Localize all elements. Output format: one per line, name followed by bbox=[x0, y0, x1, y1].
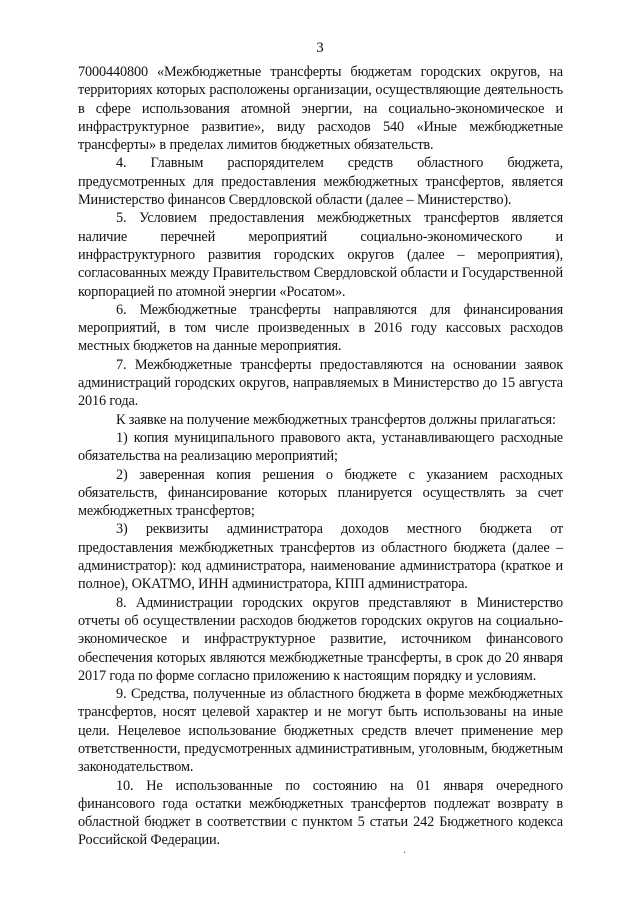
list-item-2: 2) заверенная копия решения о бюджете с указанием расходных обязательств, финансирование которых планируется осуществлять за счет межбюджетных трансфертов; bbox=[78, 466, 563, 520]
document-body bbox=[78, 63, 563, 850]
paragraph-attachments-intro: К заявке на получение межбюджетных трансфертов должны прилагаться: bbox=[116, 411, 556, 428]
paragraph-item-6: 6. Межбюджетные трансферты направляются для финансирования мероприятий, в том числе произведенных в 2016 году кассовых расходов местных бюджетов на данные мероприятия. bbox=[78, 301, 563, 355]
scan-mark: · bbox=[403, 848, 407, 859]
paragraph-item-10: 10. Не использованные по состоянию на 01 января очередного финансового года остатки межбюджетных трансфертов подлежат возврату в областной бюджет в соответствии с пунктом 5 статьи 242 Бюджетного кодекса Российской Федерации. bbox=[78, 777, 563, 849]
paragraph-item-8: 8. Администрации городских округов представляют в Министерство отчеты об осуществлении расходов бюджетов городских округов на социально-экономическое и инфраструктурное развитие, источником финансового обеспечения которых являются межбюджетные трансферты, в срок до 20 января 2017 года по форме согласно приложению к настоящим порядку и условиям. bbox=[78, 594, 563, 684]
list-item-1: 1) копия муниципального правового акта, устанавливающего расходные обязательства на реализацию мероприятий; bbox=[78, 429, 563, 465]
paragraph-continuation: 7000440800 «Межбюджетные трансферты бюджетам городских округов, на территориях которых расположены организации, осуществляющие деятельность в сфере использования атомной энергии, на социально-экономическое и инфраструктурное развитие», виду расходов 540 «Иные межбюджетные трансферты» в пределах лимитов бюджетных обязательств. bbox=[78, 64, 563, 154]
paragraph-item-9: 9. Средства, полученные из областного бюджета в форме межбюджетных трансфертов, носят целевой характер и не могут быть использованы на иные цели. Нецелевое использование бюджетных средств влечет применение мер ответственности, предусмотренных административным, уголовным, бюджетным законодательством. bbox=[78, 686, 563, 776]
page-number: 3 bbox=[316, 40, 324, 56]
list-item-3: 3) реквизиты администратора доходов местного бюджета от предоставления межбюджетных трансфертов из областного бюджета (далее – администратор): код администратора, наименование администратора (краткое и полное), ОКАТМО, ИНН администратора, КПП администратора. bbox=[78, 521, 563, 593]
paragraph-item-4: 4. Главным распорядителем средств областного бюджета, предусмотренных для предоставления межбюджетных трансфертов, является Министерство финансов Свердловской области (далее – Министерство). bbox=[78, 155, 563, 209]
paragraph-item-5: 5. Условием предоставления межбюджетных трансфертов является наличие перечней мероприятий социально-экономического и инфраструктурного развития городских округов (далее – мероприятия), согласованных между Правительством Свердловской области и Государственной корпорацией по атомной энергии «Росатом». bbox=[78, 210, 563, 300]
paragraph-item-7: 7. Межбюджетные трансферты предоставляются на основании заявок администраций городских округов, направляемых в Министерство до 15 августа 2016 года. bbox=[78, 356, 563, 410]
